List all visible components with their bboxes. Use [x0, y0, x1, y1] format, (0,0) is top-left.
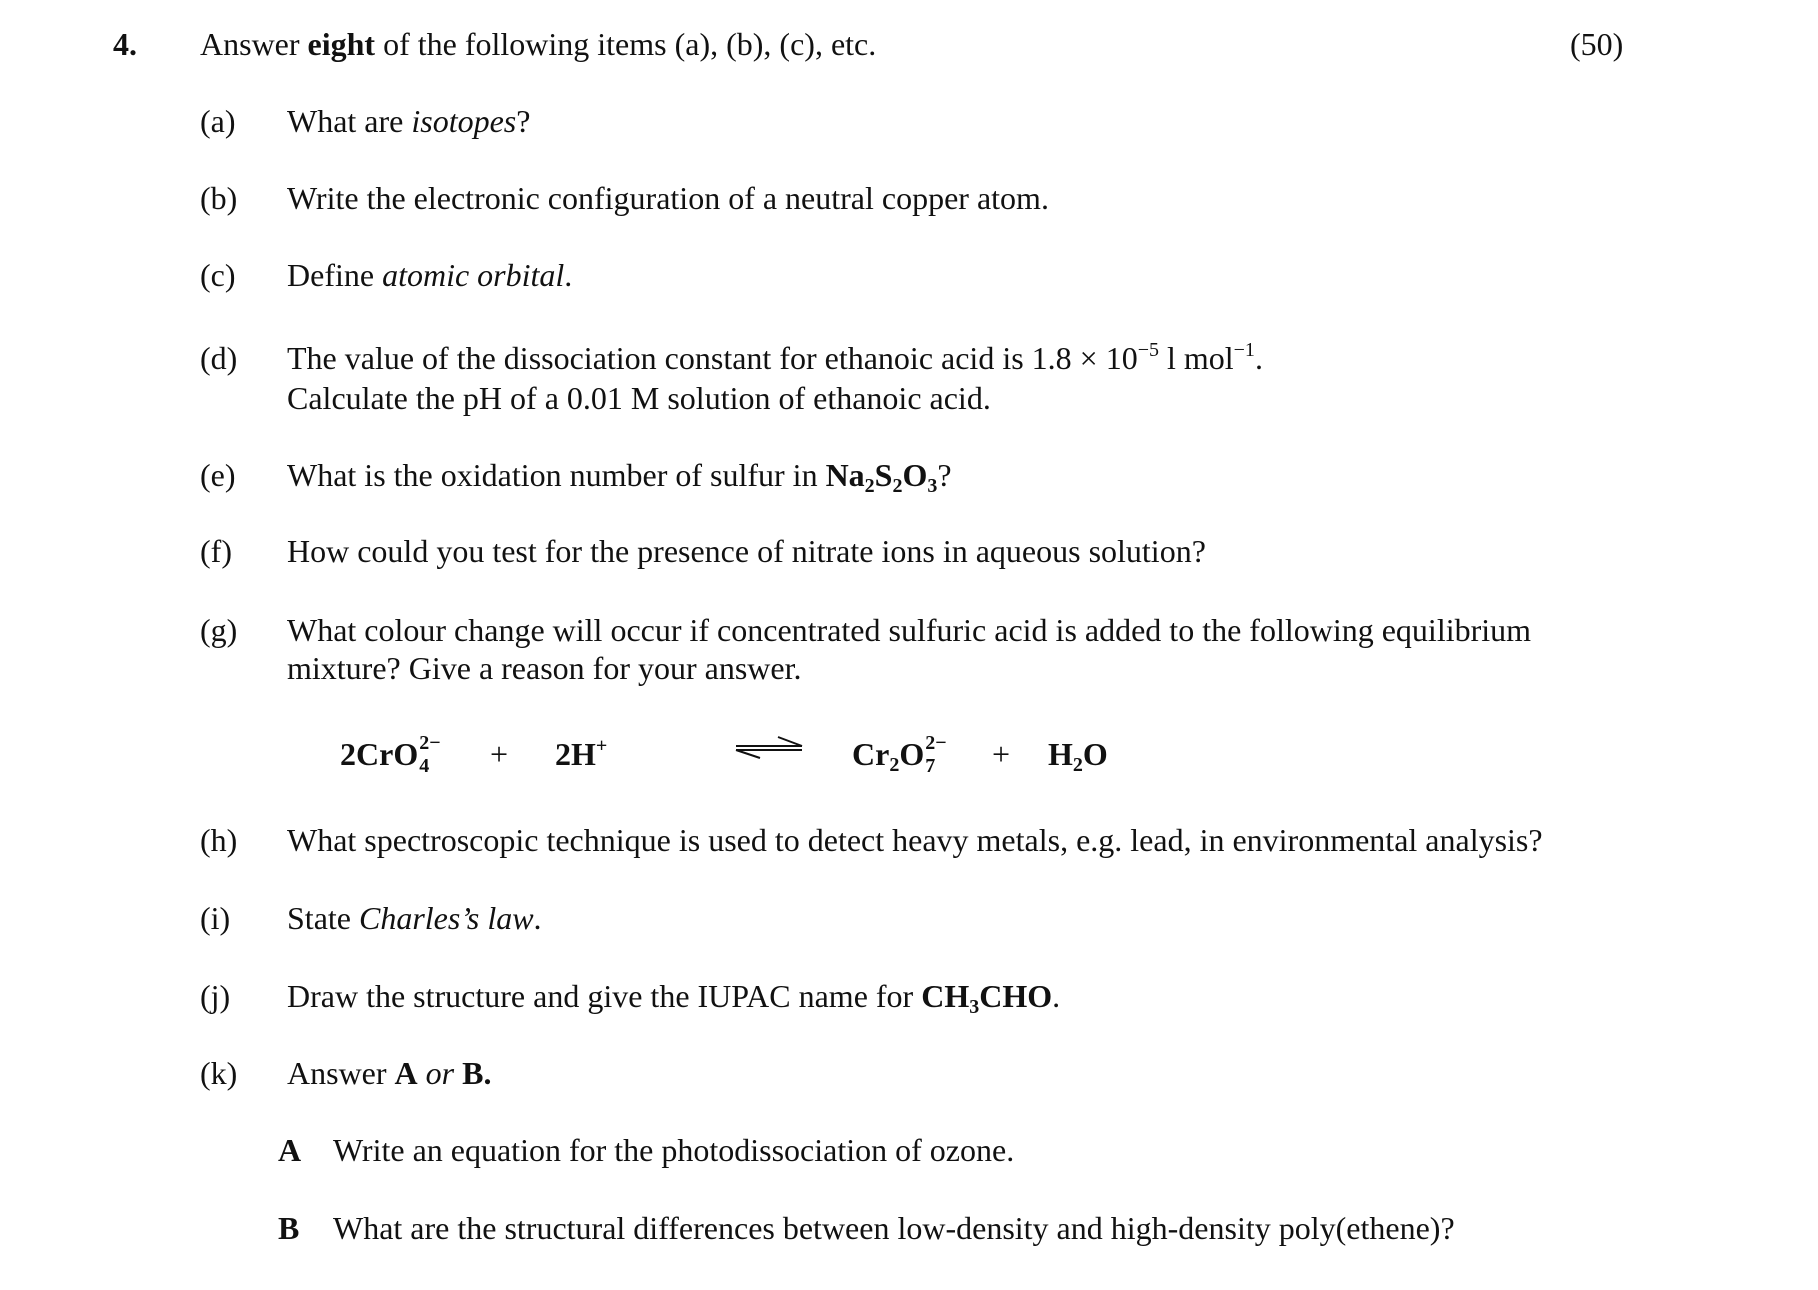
item-a-text-1: What are: [287, 103, 412, 139]
item-g-line-1: What colour change will occur if concentrated sulfuric acid is added to the following equilibrium: [287, 612, 1532, 648]
item-d-label: (d): [200, 340, 238, 376]
equation-plus-2: +: [992, 736, 1011, 772]
option-a-label: A: [278, 1132, 302, 1168]
item-c-term: atomic orbital: [382, 257, 565, 293]
item-i-label: (i): [200, 900, 231, 936]
item-d-exponent-1: −5: [1137, 339, 1159, 361]
item-d-exponent-2: −1: [1233, 339, 1255, 361]
item-j-text: [287, 978, 1061, 1018]
item-c-text: [287, 257, 572, 293]
item-k-label: (k): [200, 1055, 238, 1091]
item-k-text-1: Answer: [287, 1055, 395, 1091]
item-e-formula: $Na_2S_2O_3$: [825, 457, 938, 497]
item-e-text-2: ?: [937, 457, 952, 493]
item-e-text-1: What is the oxidation number of sulfur in: [287, 457, 826, 493]
item-b-text: Write the electronic configuration of a neutral copper atom.: [287, 180, 1049, 216]
intro-suffix: of the following items (a), (b), (c), etc.: [375, 26, 877, 62]
question-intro: [200, 26, 876, 62]
item-k-text: [287, 1055, 491, 1091]
item-i-term: Charles’s law: [358, 900, 534, 936]
item-d-text-end: .: [1254, 340, 1263, 376]
item-f-label: (f): [200, 533, 232, 569]
item-a-label: (a): [200, 103, 236, 139]
item-d-line-2: Calculate the pH of a 0.01 M solution of ethanoic acid.: [287, 380, 991, 416]
item-c-label: (c): [200, 257, 236, 293]
item-a-text: [287, 103, 530, 139]
item-c-text-1: Define: [287, 257, 383, 293]
equation-reactant-chromate: 2CrO 2− 4: [340, 736, 446, 772]
dichromate-charge: 2− 7: [925, 732, 947, 777]
question-number: 4.: [113, 26, 137, 62]
option-b-text: What are the structural differences between low-density and high-density poly(ethene)?: [333, 1210, 1455, 1246]
equation-product-dichromate: $Cr_2O$ 2− 7: [852, 736, 952, 772]
equation-reactant-hydrogen: 2H+: [555, 735, 608, 772]
item-e-label: (e): [200, 457, 236, 493]
item-d-units: l mol: [1158, 340, 1234, 376]
item-f-text: How could you test for the presence of nitrate ions in aqueous solution?: [287, 533, 1206, 569]
intro-prefix: Answer: [200, 26, 308, 62]
chromate-charge: 2− 4: [419, 732, 441, 777]
equilibrium-arrow-icon: [734, 735, 804, 759]
item-g-label: (g): [200, 612, 238, 648]
intro-bold: eight: [307, 26, 376, 62]
equation-plus-1: +: [490, 736, 509, 772]
item-h-text: What spectroscopic technique is used to detect heavy metals, e.g. lead, in environmental analysis?: [287, 822, 1543, 858]
item-i-text-1: State: [287, 900, 359, 936]
item-d-text-1: The value of the dissociation constant for ethanoic acid is 1.8 × 10: [287, 340, 1138, 376]
item-h-label: (h): [200, 822, 238, 858]
option-b-label: B: [278, 1210, 300, 1246]
question-marks: (50): [1570, 26, 1624, 62]
item-j-formula: $CH_3CHO$: [921, 978, 1053, 1018]
item-e-text: [287, 457, 952, 497]
item-k-or: or: [417, 1055, 463, 1091]
item-k-option-a-ref: A: [394, 1055, 418, 1091]
option-a-text: Write an equation for the photodissociation of ozone.: [333, 1132, 1015, 1168]
item-j-label: (j): [200, 978, 231, 1014]
item-b-label: (b): [200, 180, 238, 216]
equation-product-water: $H_2O$: [1048, 736, 1108, 776]
item-i-text-2: .: [533, 900, 542, 936]
item-j-text-1: Draw the structure and give the IUPAC name for: [287, 978, 922, 1014]
item-k-option-b-ref: B.: [462, 1055, 492, 1091]
item-j-text-2: .: [1052, 978, 1061, 1014]
item-g-line-2: mixture? Give a reason for your answer.: [287, 650, 802, 686]
item-d-line-1: [287, 340, 1263, 376]
item-a-text-2: ?: [516, 103, 531, 139]
item-i-text: [287, 900, 542, 936]
item-a-term: isotopes: [411, 103, 517, 139]
item-c-text-2: .: [564, 257, 573, 293]
